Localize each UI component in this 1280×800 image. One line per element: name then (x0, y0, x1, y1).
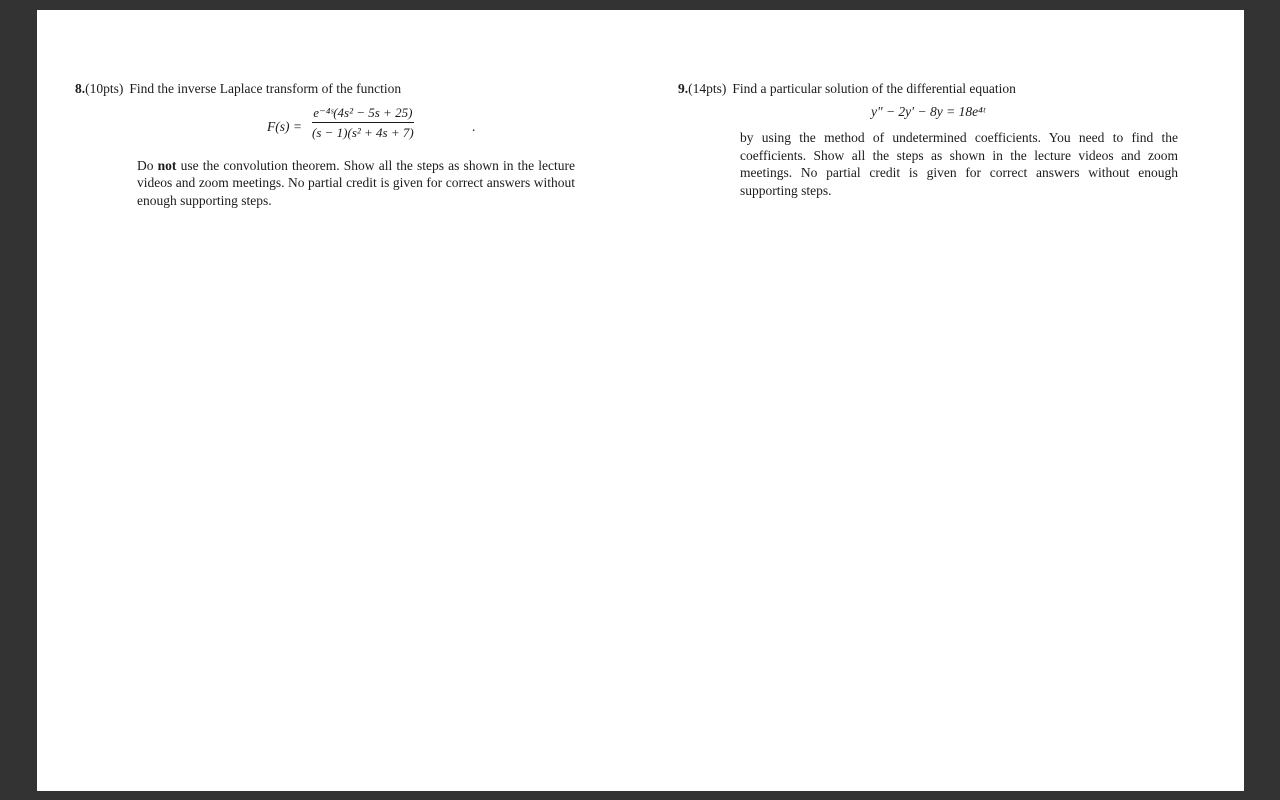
fraction-denominator: (s − 1)(s² + 4s + 7) (312, 125, 414, 140)
fraction-bar (312, 122, 414, 123)
problem-9 (678, 80, 1178, 199)
problem-8-points: (10pts) (85, 81, 124, 96)
problem-9-prompt: Find a particular solution of the differential equation (732, 81, 1016, 96)
problem-8-header (75, 80, 575, 98)
problem-8-number: 8. (75, 81, 86, 96)
instructions-part2: use the convolution theorem. Show all the steps as shown in the lecture videos and zoom meetings. No partial credit is given for correct answers without enough supporting steps. (137, 157, 575, 208)
instructions-part1: Do (137, 157, 154, 173)
document-page (37, 10, 1244, 791)
problem-9-equation: y″ − 2y′ − 8y = 18e⁴ᵗ (870, 103, 986, 119)
problem-8-instructions (137, 157, 575, 210)
problem-9-instructions: by using the method of undetermined coefficients. You need to find the coefficients. Show all the steps as shown in the lecture videos and zoom meetings. No partial credit is given for correct answers without enough supporting steps. (740, 130, 1178, 198)
problem-8-prompt: Find the inverse Laplace transform of the function (129, 81, 402, 96)
equation-fraction (312, 104, 414, 142)
problem-8-equation (75, 104, 575, 152)
problem-9-points: (14pts) (688, 81, 727, 96)
equation-period: . (472, 118, 476, 134)
problem-9-number: 9. (678, 81, 689, 96)
instructions-emphasis: not (157, 157, 177, 173)
problem-9-header (678, 80, 1178, 98)
problem-8 (75, 80, 575, 209)
equation-lhs: F(s) = (267, 118, 302, 134)
fraction-numerator: e⁻⁴ˢ(4s² − 5s + 25) (313, 104, 413, 120)
